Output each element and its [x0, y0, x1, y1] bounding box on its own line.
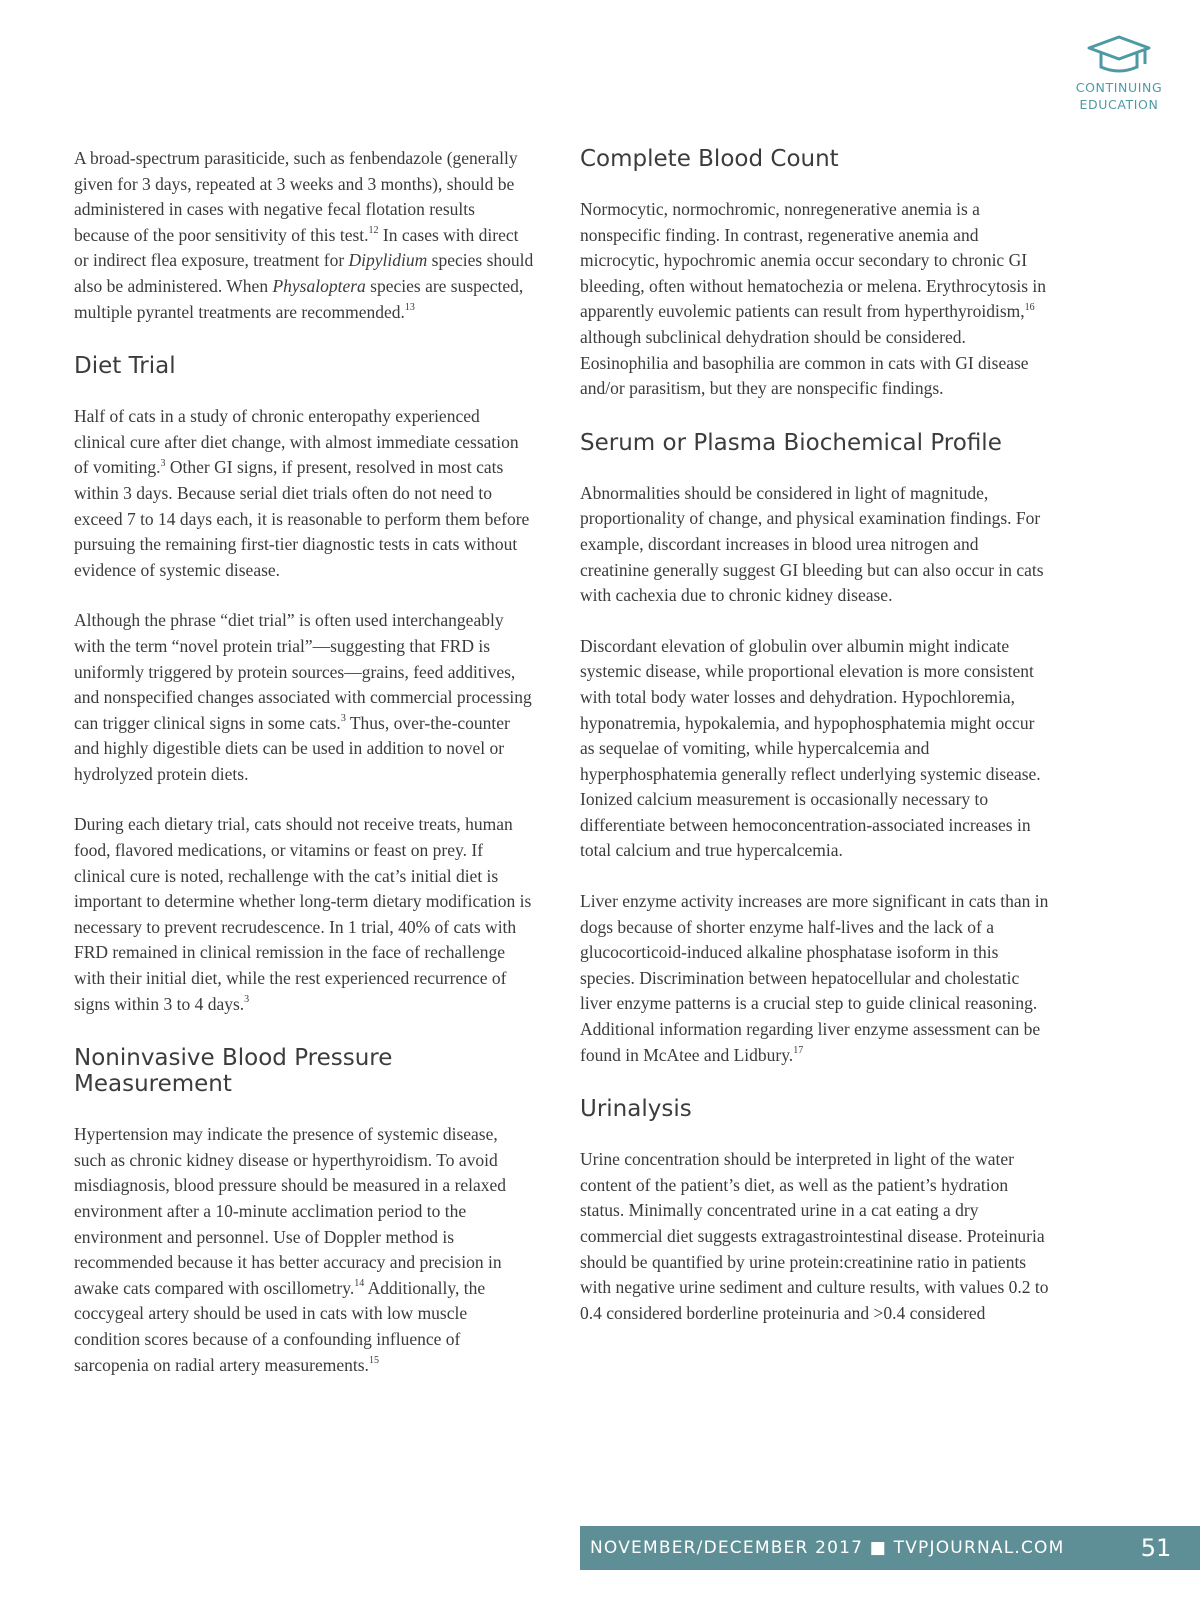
paragraph-blood-pressure: Hypertension may indicate the presence of systemic disease, such as chronic kidney disease or hyperthyroidism. To avoid misdiagnosis, blood pressure should be measured in a relaxed environment after a 10-minute acclimation period to the environment and personnel. Use of Doppler method is recommended because it has better accuracy and precision in awake cats compared with oscillometry.$^{14}$ Additionally, the coccygeal artery should be used in cats with low muscle condition scores because of a confounding influence of sarcopenia on radial artery measurements.$^{15}$: [74, 1124, 507, 1375]
heading-complete-blood-count: Complete Blood Count: [580, 146, 839, 172]
badge-line-1: CONTINUING: [1075, 80, 1163, 95]
paragraph-diet-trial-2: Although the phrase “diet trial” is often used interchangeably with the term “novel protein trial”—suggesting that FRD is uniformly triggered by protein sources—grains, feed additives, and nonspecified changes associated with commercial processing can trigger clinical signs in some cats.$^3$ Thus, over-the-counter and highly digestible diets can be used in addition to novel or hydrolyzed protein diets.: [74, 610, 532, 784]
heading-serum-biochemical-profile: Serum or Plasma Biochemical Profile: [580, 429, 1002, 456]
page-number: 51: [1140, 1534, 1172, 1562]
paragraph-parasiticide: A broad-spectrum parasiticide, such as fenbendazole (generally given for 3 days, repeated at 3 weeks and 3 months), should be administered in cases with negative fecal flotation results because of the poor sensitivity of this test.$^{12}$ In cases with direct or indirect flea exposure, treatment for Dipylidium species should also be administered. When Physaloptera species are suspected, multiple pyrantel treatments are recommended.$^{13}$: [74, 148, 534, 322]
badge-line-2: EDUCATION: [1079, 97, 1159, 112]
paragraph-cbc: Normocytic, normochromic, nonregenerative anemia is a nonspecific finding. In contrast, regenerative anemia and microcytic, hypochromic anemia occur secondary to chronic GI bleeding, often without hematochezia or melena. Erythrocytosis in apparently euvolemic patients can result from hyperthyroidism,$^{16}$ although subclinical dehydration should be considered. Eosinophilia and basophilia are common in cats with GI disease and/or parasitism, but they are nonspecific findings.: [580, 199, 1047, 399]
paragraph-serum-2: Discordant elevation of globulin over albumin might indicate systemic disease, while proportional elevation is more consistent with total body water losses and dehydration. Hypochloremia, hyponatremia, hypokalemia, and hypophosphatemia might occur as sequelae of vomiting, while hypercalcemia and hyperphosphatemia generally reflect underlying systemic disease. Ionized calcium measurement is occasionally necessary to differentiate between hemoconcentration-associated increases in total calcium and true hypercalcemia.: [580, 635, 1041, 861]
left-column: [74, 146, 534, 1403]
paragraph-urinalysis: Urine concentration should be interpreted in light of the water content of the patient’s diet, as well as the patient’s hydration status. Minimally concentrated urine in a cat eating a dry commercial diet suggests extragastrointestinal disease. Proteinuria should be quantified by urine protein:creatinine ratio in patients with negative urine sediment and culture results, with values 0.2 to 0.4 considered borderline proteinuria and >0.4 considered: [580, 1149, 1049, 1323]
continuing-education-badge: [1060, 34, 1178, 112]
heading-urinalysis: Urinalysis: [580, 1096, 692, 1123]
right-column: [580, 146, 1050, 1351]
paragraph-diet-trial-1: Half of cats in a study of chronic enteropathy experienced clinical cure after diet change, with almost immediate cessation of vomiting.$^3$ Other GI signs, if present, resolved in most cats within 3 days. Because serial diet trials often do not need to exceed 7 to 14 days each, it is reasonable to perform them before pursuing the remaining first-tier diagnostic tests in cats without evidence of systemic disease.: [74, 406, 530, 580]
heading-blood-pressure: Noninvasive Blood Pressure Measurement: [74, 1045, 393, 1098]
heading-diet-trial: Diet Trial: [74, 353, 176, 380]
paragraph-serum-1: Abnormalities should be considered in light of magnitude, proportionality of change, and physical examination findings. For example, discordant increases in blood urea nitrogen and creatinine generally suggest GI bleeding but can also occur in cats with cachexia due to chronic kidney disease.: [580, 482, 1044, 606]
graduation-cap-icon: [1085, 34, 1153, 78]
footer-journal-text: NOVEMBER/DECEMBER 2017 ■ TVPJOURNAL.COM: [590, 1538, 1065, 1558]
paragraph-diet-trial-3: During each dietary trial, cats should not receive treats, human food, flavored medications, or vitamins or feast on prey. If clinical cure is noted, rechallenge with the cat’s initial diet is important to determine whether long-term dietary modification is necessary to prevent recrudescence. In 1 trial, 40% of cats with FRD remained in clinical remission in the face of rechallenge with their initial diet, while the rest experienced recurrence of signs within 3 to 4 days.$^3$: [74, 814, 532, 1014]
paragraph-serum-3: Liver enzyme activity increases are more significant in cats than in dogs because of shorter enzyme half-lives and the lack of a glucocorticoid-induced alkaline phosphatase isoform in this species. Discrimination between hepatocellular and cholestatic liver enzyme patterns is a crucial step to guide clinical reasoning. Additional information regarding liver enzyme assessment can be found in McAtee and Lidbury.$^{17}$: [580, 891, 1049, 1065]
